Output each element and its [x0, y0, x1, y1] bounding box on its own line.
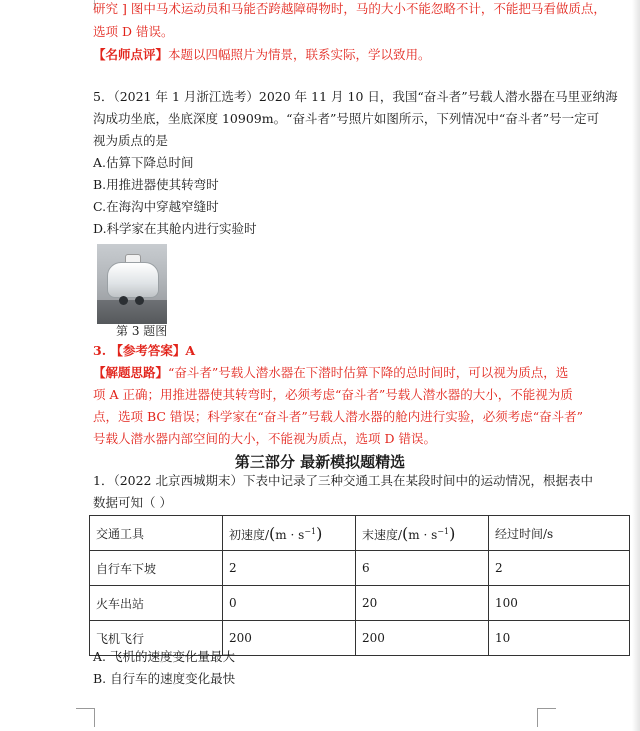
teacher-comment-label: 【名师点评】 [93, 47, 169, 62]
table-header-cell: 初速度$/(m \cdot s^{-1})$ [223, 516, 356, 551]
table-cell: 20 [356, 586, 489, 621]
unit-text: m · s [408, 527, 438, 542]
question-5-option-b: B.用推进器使其转弯时 [93, 177, 219, 192]
answer-label: 3. 【参考答案】A [93, 343, 196, 358]
figure-caption: 第 3 题图 [116, 324, 168, 338]
question-5-option-a: A.估算下降总时间 [93, 155, 194, 170]
table-cell: 200 [356, 621, 489, 656]
table-cell: 飞机飞行 [90, 621, 223, 656]
solution-line-2: 项 A 正确；用推进器使其转弯时，必须考虑“奋斗者”号载人潜水器的大小，不能视为质 [93, 387, 573, 402]
question-1-option-b: B. 自行车的速度变化最快 [93, 671, 236, 686]
question-5-line-1: 5．（2021 年 1 月浙江选考）2020 年 11 月 10 日，我国“奋斗者”号载人潜水器在马里亚纳海 [93, 89, 618, 104]
question-1-line-2: 数据可知（ ） [93, 495, 172, 510]
prev-analysis-line-1: 研究 ] 图中马术运动员和马能否跨越障碍物时，马的大小不能忽略不计，不能把马看做质点， [93, 1, 606, 16]
section-heading: 第三部分 最新模拟题精选 [234, 453, 406, 471]
table-cell: 自行车下坡 [90, 551, 223, 586]
submersible-photo [97, 244, 167, 324]
question-5-line-2: 沟成功坐底，坐底深度 10909m。“奋斗者”号照片如图所示，下列情况中“奋斗者”号一定可 [93, 111, 600, 126]
table-cell: 0 [223, 586, 356, 621]
table-row [90, 586, 630, 621]
table-cell: 2 [223, 551, 356, 586]
question-5-option-c: C.在海沟中穿越窄缝时 [93, 199, 219, 214]
table-row [90, 551, 630, 586]
page-edge-shadow [632, 0, 640, 731]
unit-exponent: −1 [304, 526, 317, 536]
page-corner-mark-left [76, 708, 95, 727]
prev-analysis-line-2: 选项 D 错误。 [93, 24, 174, 39]
table-cell: 6 [356, 551, 489, 586]
teacher-comment [93, 46, 431, 64]
motion-data-table [89, 515, 630, 656]
page-corner-mark-right [537, 708, 556, 727]
table-header-cell: 末速度$/(m \cdot s^{-1})$ [356, 516, 489, 551]
question-5-option-d: D.科学家在其舱内进行实验时 [93, 221, 257, 236]
teacher-comment-text: 本题以四幅照片为情景，联系实际，学以致用。 [168, 47, 431, 62]
table-header-cell: 交通工具 [90, 516, 223, 551]
table-header-cell: 经过时间/s [489, 516, 630, 551]
question-1-option-a: A. 飞机的速度变化量最大 [93, 649, 235, 664]
question-1-line-1: 1．（2022 北京西城期末）下表中记录了三种交通工具在某段时间中的运动情况，根据表中 [93, 473, 593, 488]
table-cell: 100 [489, 586, 630, 621]
table-cell: 2 [489, 551, 630, 586]
solution-text-1: “奋斗者”号载人潜水器在下潜时估算下降的总时间时，可以视为质点，选 [168, 365, 569, 380]
table-cell: 200 [223, 621, 356, 656]
solution-line-1 [93, 364, 568, 382]
table-cell: 火车出站 [90, 586, 223, 621]
unit-text: m · s [275, 527, 305, 542]
table-cell: 10 [489, 621, 630, 656]
solution-line-3: 点，选项 BC 错误；科学家在“奋斗者”号载人潜水器的舱内进行实验，必须考虑“奋斗者” [93, 409, 583, 424]
table-header-row [90, 516, 630, 551]
solution-line-4: 号载人潜水器内部空间的大小，不能视为质点，选项 D 错误。 [93, 431, 436, 446]
solution-label: 【解题思路】 [93, 365, 169, 380]
question-5-line-3: 视为质点的是 [93, 133, 169, 148]
unit-exponent: −1 [437, 526, 450, 536]
